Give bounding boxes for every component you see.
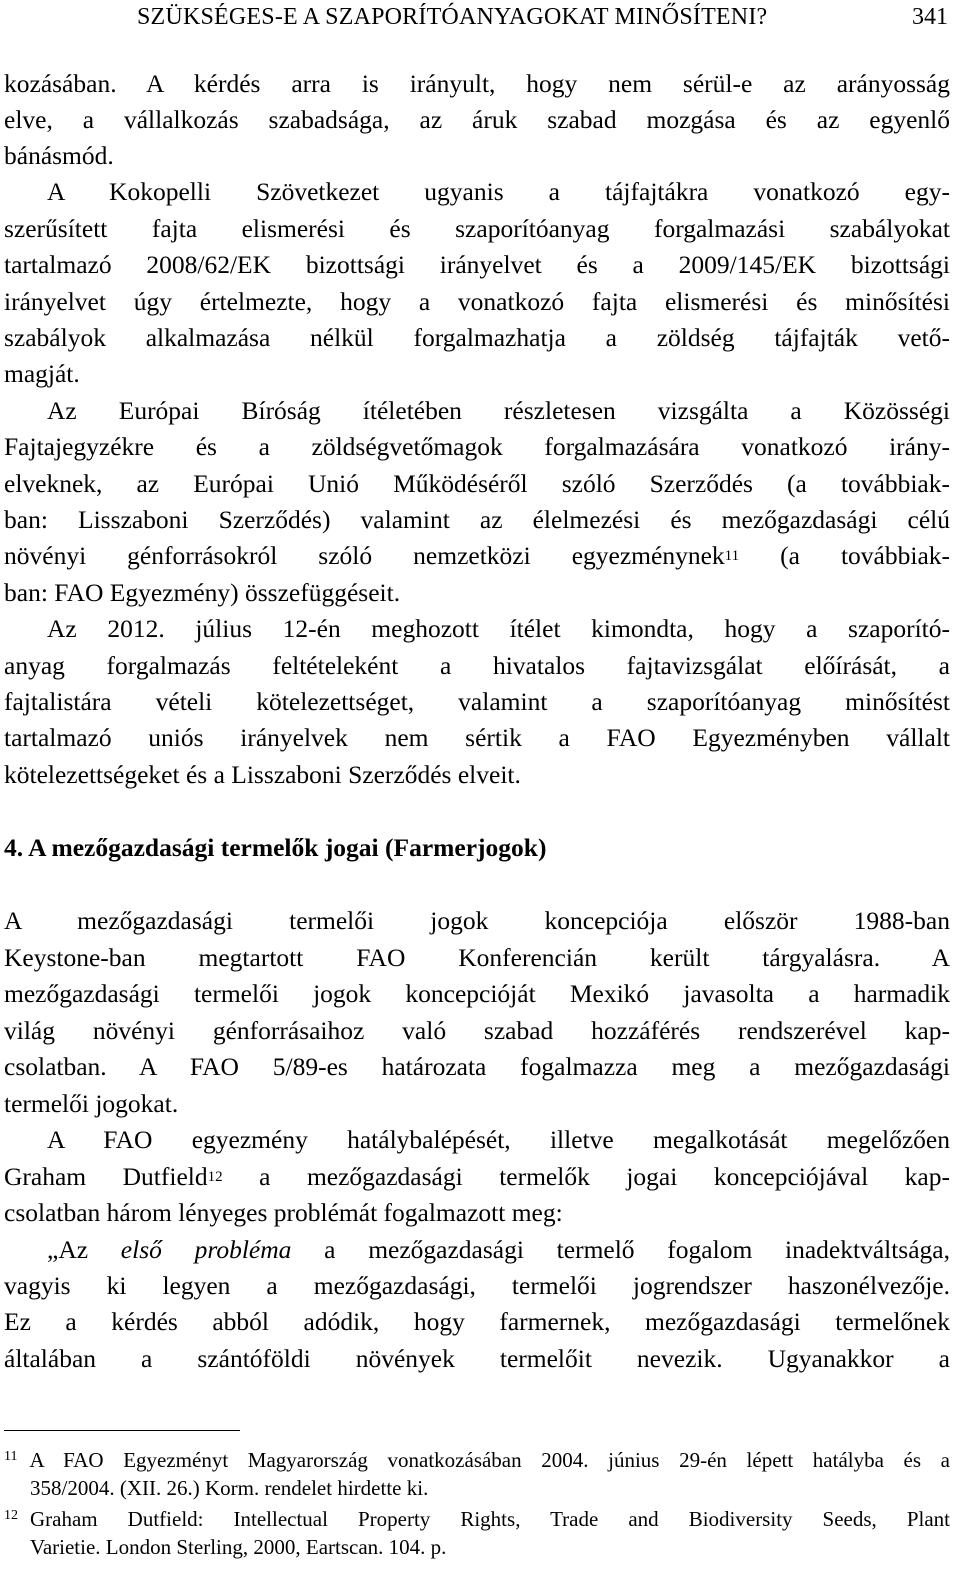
text-line: A Kokopelli Szövetkezet ugyanis a tájfajtákra vonatkozó egy-: [47, 177, 950, 206]
text-line: szabályok alkalmazása nélkül forgalmazhatja a zöldség tájfajták vető-: [4, 323, 950, 352]
footnote-12-cont: Varietie. London Sterling, 2000, Eartscan. 104. p.: [30, 1535, 447, 1559]
text-line: ban: FAO Egyezmény) összefüggéseit.: [4, 578, 401, 607]
text-line: csolatban. A FAO 5/89-es határozata fogalmazza meg a mezőgazdasági: [4, 1052, 950, 1081]
text-line: mezőgazdasági termelői jogok koncepcióját Mexikó javasolta a harmadik: [4, 979, 950, 1008]
text-line: elveknek, az Európai Unió Működéséről szóló Szerződés (a továbbiak-: [4, 469, 950, 498]
text-line: kötelezettségeket és a Lisszaboni Szerződés elveit.: [4, 760, 521, 789]
footnote-text: A FAO Egyezményt Magyarország vonatkozásában 2004. június 29-én lépett hatályba és a: [29, 1448, 950, 1472]
text-line: Az Európai Bíróság ítéletében részletesen vizsgálta a Közösségi: [47, 396, 950, 425]
text-run: növényi génforrásokról szóló nemzetközi egyezménynek: [4, 541, 725, 570]
text-line: elve, a vállalkozás szabadsága, az áruk szabad mozgása és az egyenlő: [4, 105, 950, 134]
text-line: A mezőgazdasági termelői jogok koncepciója először 1988-ban: [4, 906, 950, 935]
footnote-11: [4, 1447, 950, 1474]
text-line: bánásmód.: [4, 141, 114, 170]
text-run: „Az: [47, 1235, 121, 1264]
text-line: tartalmazó uniós irányelvek nem sértik a FAO Egyezményben vállalt: [4, 723, 950, 752]
text-line: magját.: [4, 359, 80, 388]
text-run: Graham Dutfield: [4, 1162, 208, 1191]
text-line: [4, 540, 950, 572]
text-line: szerűsített fajta elismerési és szaporítóanyag forgalmazási szabályokat: [4, 214, 950, 243]
text-line: Ez a kérdés abból adódik, hogy farmernek, mezőgazdasági termelőnek: [4, 1307, 950, 1336]
text-line: irányelvet úgy értelmezte, hogy a vonatkozó fajta elismerési és minősítési: [4, 287, 950, 316]
footnote-ref-11: 11: [724, 548, 740, 564]
emphasis: első probléma: [120, 1235, 292, 1264]
text-line: anyag forgalmazás feltételeként a hivatalos fajtavizsgálat előírását, a: [4, 651, 950, 680]
text-line: ban: Lisszaboni Szerződés) valamint az élelmezési és mezőgazdasági célú: [4, 505, 950, 534]
text-line: kozásában. A kérdés arra is irányult, hogy nem sérül-e az arányosság: [4, 69, 950, 98]
text-line: Fajtajegyzékre és a zöldségvetőmagok forgalmazására vonatkozó irány-: [4, 432, 950, 461]
text-line: vagyis ki legyen a mezőgazdasági, termelői jogrendszer haszonélvezője.: [4, 1271, 950, 1300]
text-line: tartalmazó 2008/62/EK bizottsági irányelvet és a 2009/145/EK bizottsági: [4, 250, 950, 279]
text-line: Az 2012. július 12-én meghozott ítélet kimondta, hogy a szaporító-: [47, 614, 950, 643]
text-line: fajtalistára vételi kötelezettséget, valamint a szaporítóanyag minősítést: [4, 687, 950, 716]
footnote-12: [4, 1506, 950, 1533]
text-line: világ növényi génforrásaihoz való szabad hozzáférés rendszerével kap-: [4, 1016, 950, 1045]
text-line: termelői jogokat.: [4, 1089, 179, 1118]
text-line: csolatban három lényeges problémát fogalmazott meg:: [4, 1198, 563, 1227]
text-line: [47, 1234, 950, 1266]
footnote-11-cont: 358/2004. (XII. 26.) Korm. rendelet hirdette ki.: [30, 1476, 429, 1500]
text-line: általában a szántóföldi növények termelőit nevezik. Ugyanakkor a: [4, 1344, 950, 1373]
text-run: a mezőgazdasági termelő fogalom inadektváltsága,: [291, 1235, 950, 1264]
running-title: SZÜKSÉGES-E A SZAPORÍTÓANYAGOKAT MINŐSÍTENI?: [137, 4, 768, 30]
running-header: [0, 0, 960, 56]
footnote-mark: 11: [4, 1449, 18, 1464]
text-line: A FAO egyezmény hatálybalépését, illetve megalkotását megelőzően: [47, 1125, 950, 1154]
footnote-ref-12: 12: [207, 1169, 223, 1185]
footnote-separator: [4, 1430, 240, 1431]
text-run: a mezőgazdasági termelők jogai koncepciójával kap-: [222, 1162, 950, 1191]
text-run: (a továbbiak-: [739, 541, 950, 570]
text-line: [4, 1161, 950, 1193]
page-number: 341: [912, 4, 948, 30]
footnote-mark: 12: [4, 1508, 18, 1523]
footnote-text: Graham Dutfield: Intellectual Property Rights, Trade and Biodiversity Seeds, Plant: [30, 1507, 950, 1531]
section-heading: 4. A mezőgazdasági termelők jogai (Farmerjogok): [4, 833, 547, 862]
text-line: Keystone-ban megtartott FAO Konferencián került tárgyalásra. A: [4, 943, 950, 972]
